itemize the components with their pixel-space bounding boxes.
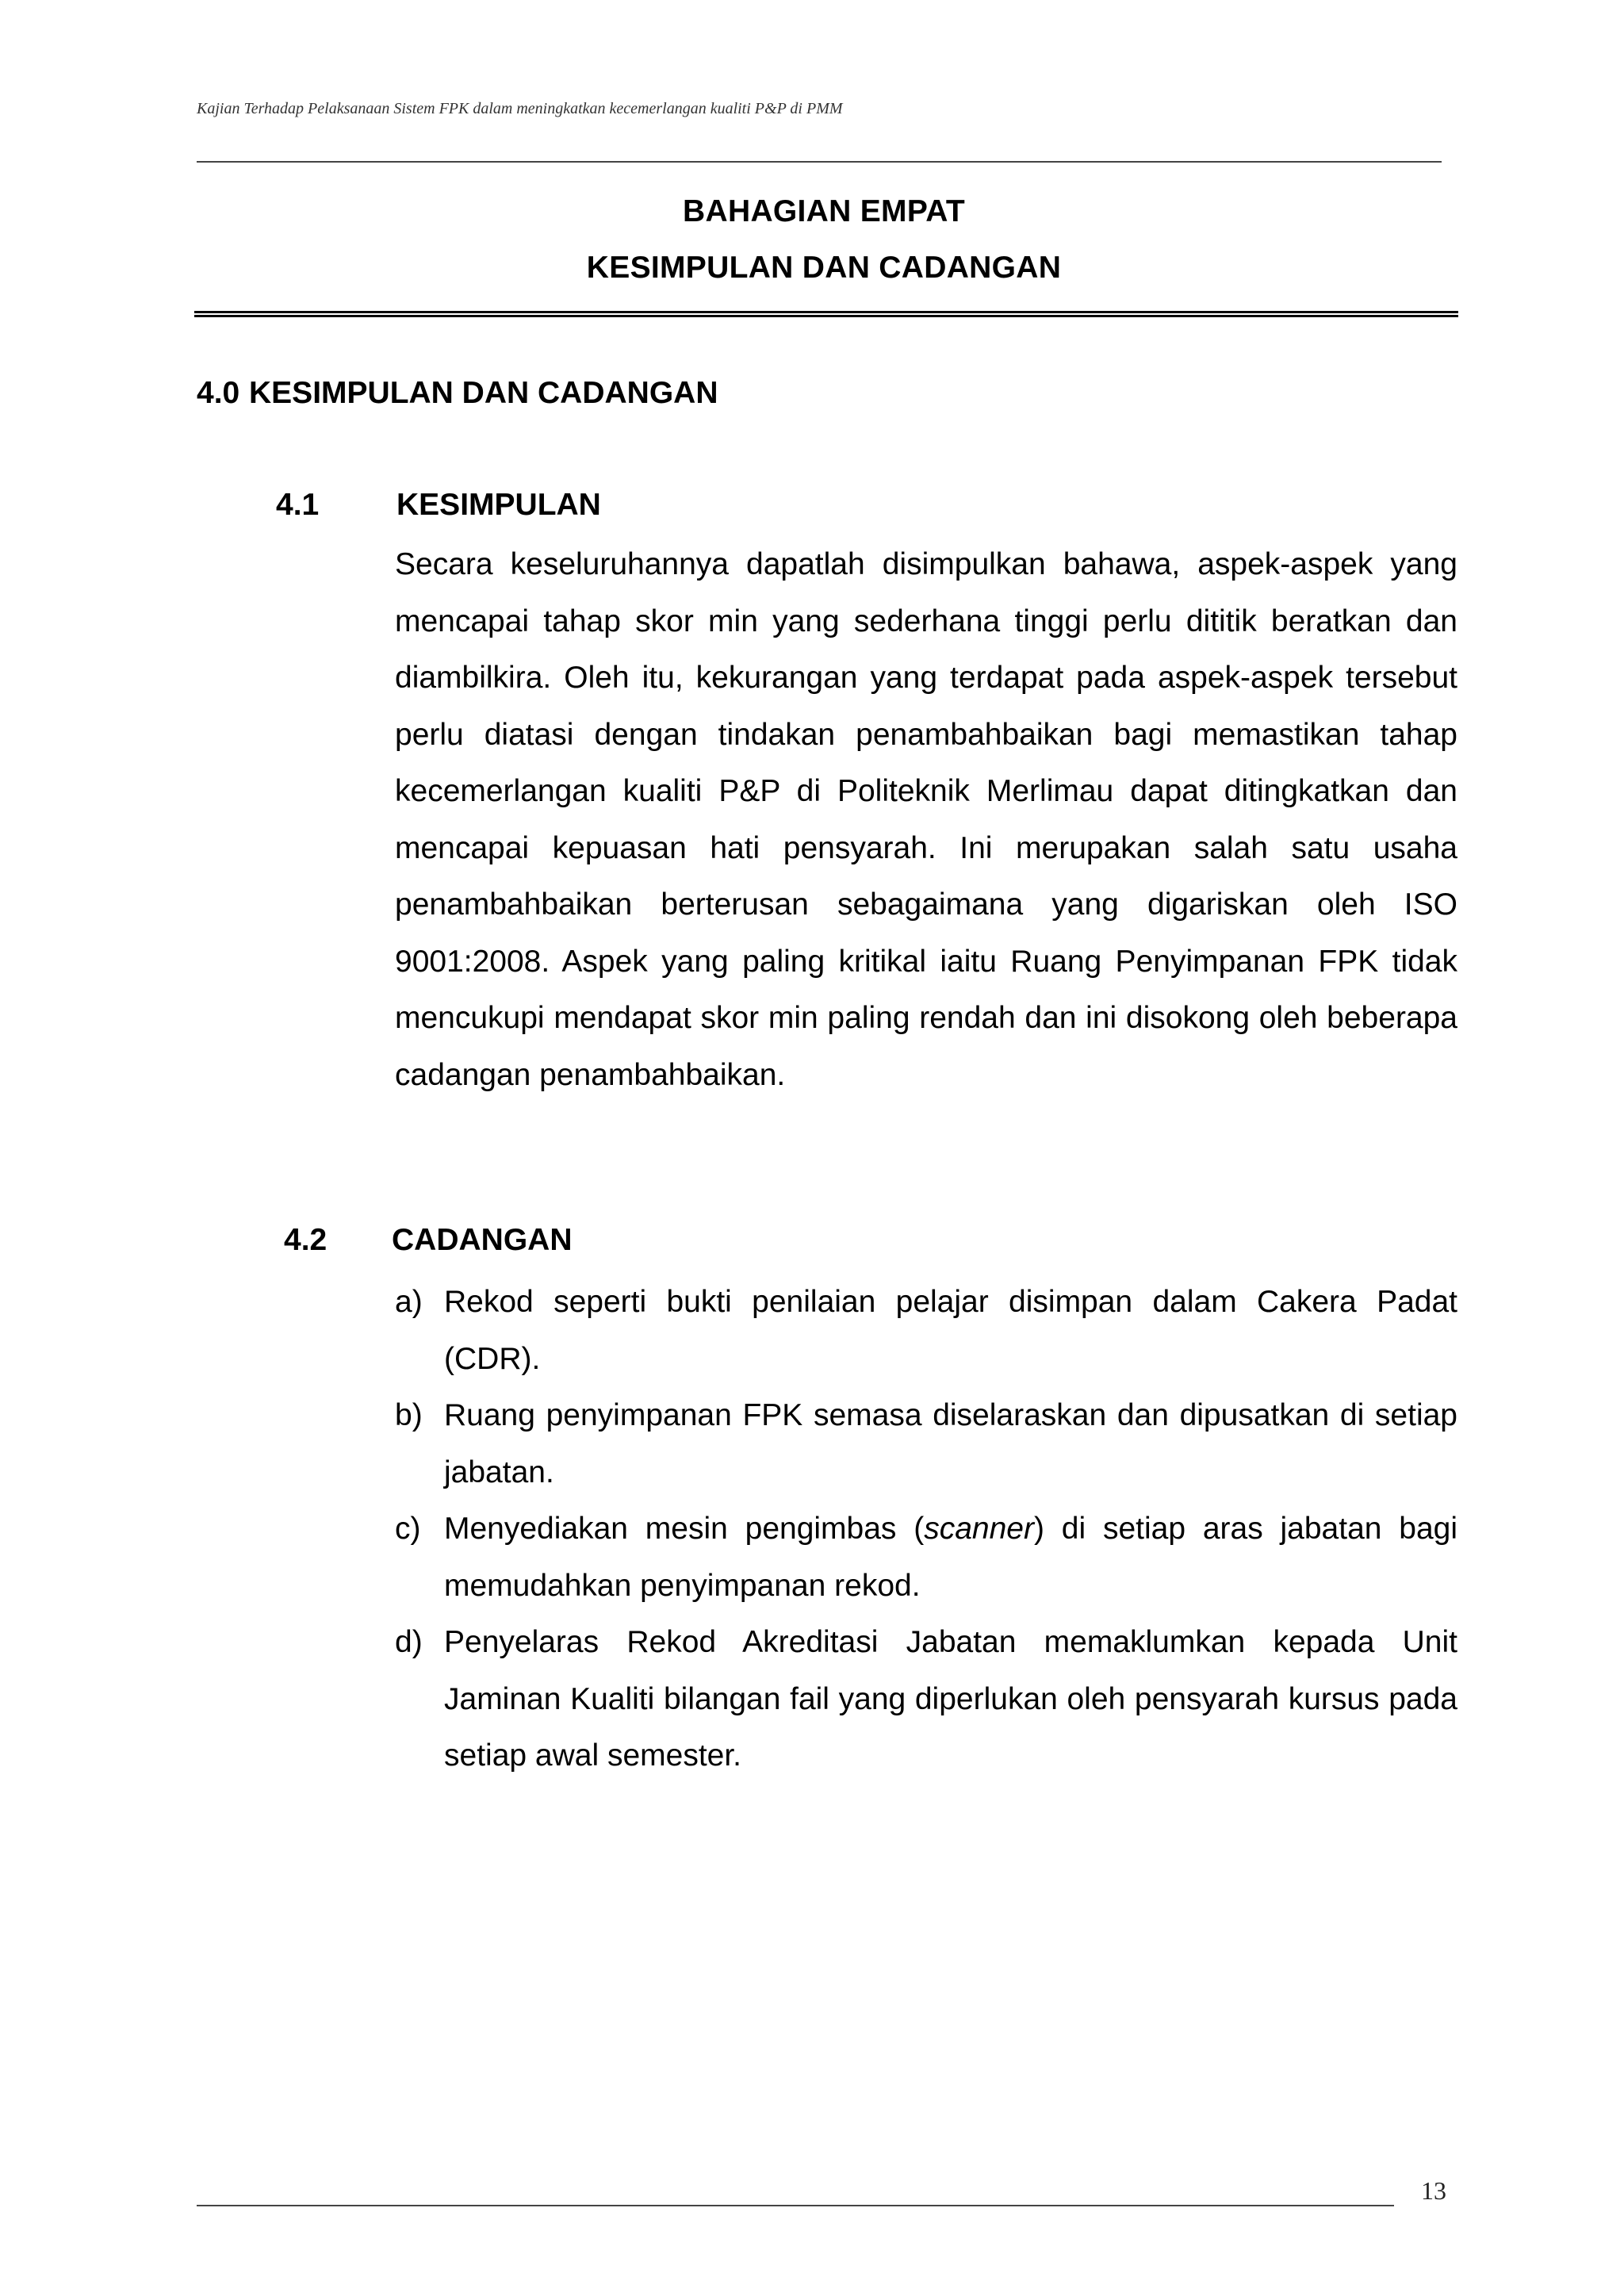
page-number: 13: [1421, 2176, 1446, 2205]
list-marker: d): [395, 1625, 423, 1659]
list-item-text-end: ) di setiap aras jabatan bagi memudahkan penyimpanan rekod.: [444, 1512, 1457, 1603]
list-item-text: [444, 1512, 1457, 1603]
part-title-line1: BAHAGIAN EMPAT: [683, 194, 965, 228]
chapter-number: 4.0: [197, 376, 240, 410]
list-item-text-start: Menyediakan mesin pengimbas (: [444, 1512, 925, 1546]
list-item: [395, 1387, 1457, 1501]
chapter-heading: [197, 376, 718, 411]
recommendation-list: [395, 1274, 1457, 1784]
list-item: [395, 1614, 1457, 1784]
list-item-text-italic: scanner: [924, 1512, 1034, 1546]
header-rule: [197, 161, 1442, 163]
section-number: 4.1: [276, 488, 320, 522]
chapter-title: KESIMPULAN DAN CADANGAN: [249, 376, 718, 410]
footer-rule: [197, 2205, 1394, 2206]
list-item: [395, 1274, 1457, 1387]
list-item-text: Rekod seperti bukti penilaian pelajar disimpan dalam Cakera Padat (CDR).: [444, 1285, 1457, 1376]
part-title-line2: KESIMPULAN DAN CADANGAN: [586, 251, 1062, 285]
list-marker: a): [395, 1285, 423, 1319]
conclusion-paragraph: Secara keseluruhannya dapatlah disimpulkan bahawa, aspek-aspek yang mencapai tahap skor min yang sederhana tinggi perlu dititik beratkan dan diambilkira. Oleh itu, kekurangan yang terdapat pada aspek-aspek tersebut perlu diatasi dengan tindakan penambahbaikan bagi memastikan tahap kecemerlangan kualiti P&P di Politeknik Merlimau dapat ditingkatkan dan mencapai kepuasan hati pensyarah. Ini merupakan salah satu usaha penambahbaikan berterusan sebagaimana yang digariskan oleh ISO 9001:2008. Aspek yang paling kritikal iaitu Ruang Penyimpanan FPK tidak mencukupi mendapat skor min paling rendah dan ini disokong oleh beberapa cadangan penambahbaikan.: [395, 547, 1457, 1092]
section-title: KESIMPULAN: [396, 488, 601, 522]
list-marker: b): [395, 1398, 423, 1432]
list-item: [395, 1501, 1457, 1614]
list-marker: c): [395, 1512, 421, 1546]
section-title: CADANGAN: [392, 1223, 573, 1257]
list-item-text: Ruang penyimpanan FPK semasa diselaraskan dan dipusatkan di setiap jabatan.: [444, 1398, 1457, 1489]
title-double-rule: [194, 311, 1458, 317]
list-item-text: Penyelaras Rekod Akreditasi Jabatan memaklumkan kepada Unit Jaminan Kualiti bilangan fail yang diperlukan oleh pensyarah kursus pada setiap awal semester.: [444, 1625, 1457, 1773]
section-number: 4.2: [284, 1223, 327, 1257]
running-header: Kajian Terhadap Pelaksanaan Sistem FPK dalam meningkatkan kecemerlangan kualiti P&P di PMM: [197, 100, 843, 117]
